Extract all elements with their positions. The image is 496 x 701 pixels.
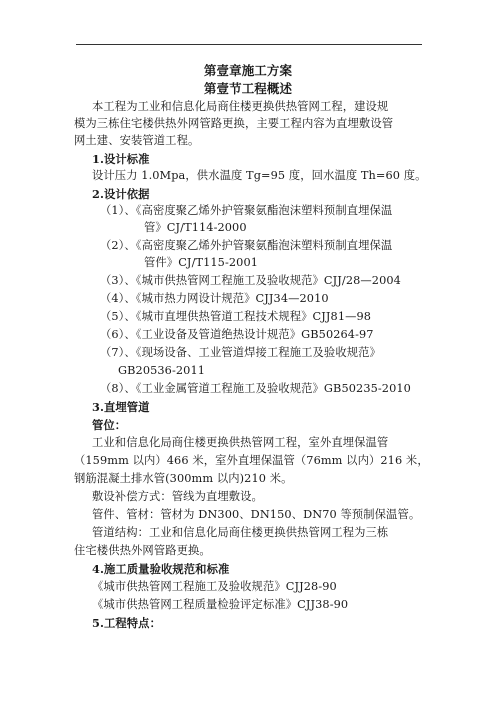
header-rule	[76, 44, 422, 45]
quality-line-2: 《城市供热管网工程质量检验评定标准》CJJ38-90	[92, 598, 349, 611]
chapter-title: 第壹章施工方案	[203, 63, 293, 78]
heading-design-basis: 2.设计依据	[92, 187, 150, 201]
basis-item-8: （8）、《工业金属管道工程施工及验收规范》GB50235-2010	[100, 382, 411, 395]
heading-project-features: 5.工程特点：	[92, 616, 161, 630]
basis-item-5: （5）、《城市直埋供热管道工程技术规程》CJJ81—98	[100, 310, 372, 323]
basis-item-3: （3）、《城市供热管网工程施工及验收规范》CJJ/28—2004	[100, 274, 401, 287]
basis-item-2: （2）、《高密度聚乙烯外护管聚氨酯泡沫塑料预制直埋保温	[100, 239, 393, 252]
intro-line-1: 本工程为工业和信息化局商住楼更换供热管网工程，建设规	[92, 100, 389, 113]
section-title: 第壹节工程概述	[203, 81, 293, 96]
basis-item-1: （1）、《高密度聚乙烯外护管聚氨酯泡沫塑料预制直埋保温	[100, 204, 393, 217]
intro-line-3: 网土建、安装管道工程。	[74, 134, 200, 147]
heading-design-standard: 1.设计标准	[92, 152, 150, 166]
pipe-line-7: 住宅楼供热外网管路更换。	[74, 544, 211, 557]
intro-line-2: 模为三栋住宅楼供热外网管路更换，主要工程内容为直埋敷设管	[74, 117, 394, 130]
pipe-line-5: 管件、管材：管材为 DN300、DN150、DN70 等预制保温管。	[92, 508, 421, 521]
pipe-line-2: （159mm 以内）466 米，室外直埋保温管（76mm 以内）216 米，	[74, 454, 429, 467]
subheading-pipe-position: 管位：	[92, 418, 127, 432]
basis-item-7: （7）、《现场设备、工业管道焊接工程施工及验收规范》	[100, 346, 381, 359]
pipe-line-6: 管道结构：工业和信息化局商住楼更换供热管网工程为三栋	[92, 526, 389, 539]
pipe-line-3: 钢筋混凝土排水管(300mm 以内)210 米。	[74, 472, 293, 485]
heading-direct-buried-pipe: 3.直埋管道	[92, 400, 150, 414]
design-standard-text: 设计压力 1.0Mpa，供水温度 Tg=95 度，回水温度 Th=60 度。	[92, 169, 427, 182]
basis-item-1-cont: 管》CJ/T114-2000	[144, 221, 247, 234]
basis-item-7-cont: GB20536-2011	[118, 364, 206, 377]
basis-item-4: （4）、《城市热力网设计规范》CJJ34—2010	[100, 292, 329, 305]
heading-quality-standards: 4.施工质量验收规范和标准	[92, 562, 230, 576]
basis-item-2-cont: 管件》CJ/T115-2001	[144, 256, 259, 269]
basis-item-6: （6）、《工业设备及管道绝热设计规范》GB50264-97	[100, 328, 374, 341]
quality-line-1: 《城市供热管网工程施工及验收规范》CJJ28-90	[92, 580, 337, 593]
pipe-line-1: 工业和信息化局商住楼更换供热管网工程，室外直埋保温管	[92, 436, 389, 449]
pipe-line-4: 敷设补偿方式：管线为直埋敷设。	[92, 490, 263, 503]
